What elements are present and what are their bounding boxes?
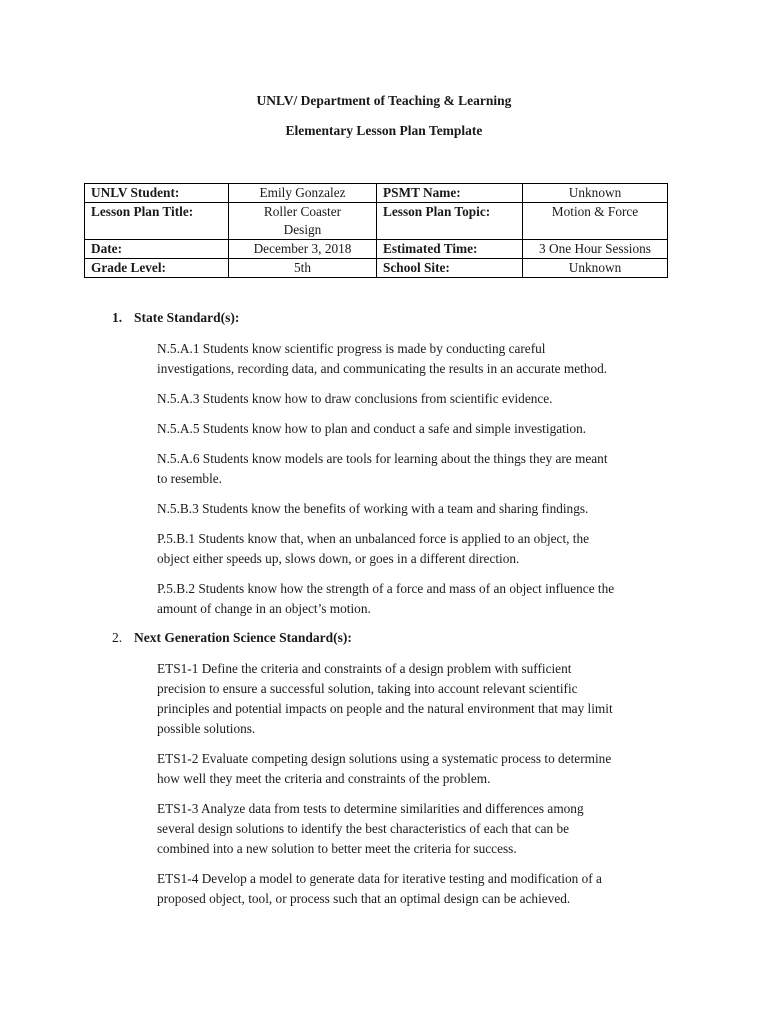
standard-paragraph xyxy=(157,499,677,519)
lesson-topic-label: Lesson Plan Topic: xyxy=(377,203,523,240)
estimated-time-label: Estimated Time: xyxy=(377,240,523,259)
standard-paragraph xyxy=(157,799,677,859)
template-title: Elementary Lesson Plan Template xyxy=(285,123,483,138)
paragraph-line: ETS1-3 Analyze data from tests to determine similarities and differences among xyxy=(157,801,584,816)
paragraph-line: N.5.A.5 Students know how to plan and conduct a safe and simple investigation. xyxy=(157,421,587,436)
psmt-value: Unknown xyxy=(523,184,668,203)
paragraph-line: to resemble. xyxy=(157,471,222,486)
paragraph-line: N.5.A.3 Students know how to draw conclusions from scientific evidence. xyxy=(157,391,553,406)
paragraph-line: ETS1-1 Define the criteria and constraints of a design problem with sufficient xyxy=(157,661,572,676)
paragraph-line: several design solutions to identify the best characteristics of each that can be xyxy=(157,821,570,836)
paragraph-line: combined into a new solution to better meet the criteria for success. xyxy=(157,841,517,856)
lesson-title-label: Lesson Plan Title: xyxy=(85,203,229,240)
standard-paragraph xyxy=(157,449,677,489)
standard-paragraph xyxy=(157,659,677,739)
paragraph-line: P.5.B.1 Students know that, when an unbalanced force is applied to an object, the xyxy=(157,531,590,546)
ngss-heading xyxy=(112,630,352,646)
standard-paragraph xyxy=(157,419,677,439)
school-site-value: Unknown xyxy=(523,259,668,278)
state-standards-heading xyxy=(112,310,239,326)
lesson-title-line: Design xyxy=(283,222,322,237)
grade-level-label: Grade Level: xyxy=(85,259,229,278)
standard-paragraph xyxy=(157,869,677,909)
student-value: Emily Gonzalez xyxy=(229,184,377,203)
paragraph-line: N.5.B.3 Students know the benefits of working with a team and sharing findings. xyxy=(157,501,589,516)
paragraph-line: N.5.A.1 Students know scientific progress is made by conducting careful xyxy=(157,341,546,356)
section-title: State Standard(s): xyxy=(134,310,240,325)
lesson-info-table xyxy=(84,183,668,278)
paragraph-line: object either speeds up, slows down, or goes in a different direction. xyxy=(157,551,520,566)
paragraph-line: P.5.B.2 Students know how the strength of a force and mass of an object influence the xyxy=(157,581,615,596)
standard-paragraph xyxy=(157,749,677,789)
estimated-time-value: 3 One Hour Sessions xyxy=(523,240,668,259)
school-site-label: School Site: xyxy=(377,259,523,278)
date-value: December 3, 2018 xyxy=(229,240,377,259)
paragraph-line: possible solutions. xyxy=(157,721,256,736)
standard-paragraph xyxy=(157,529,677,569)
table-row xyxy=(85,203,668,240)
standard-paragraph xyxy=(157,579,677,619)
paragraph-line: principles and potential impacts on people and the natural environment that may limit xyxy=(157,701,613,716)
paragraph-line: precision to ensure a successful solution, taking into account relevant scientific xyxy=(157,681,578,696)
paragraph-line: investigations, recording data, and communicating the results in an accurate method. xyxy=(157,361,608,376)
paragraph-line: amount of change in an object’s motion. xyxy=(157,601,371,616)
lesson-topic-value: Motion & Force xyxy=(523,203,668,240)
section-title: Next Generation Science Standard(s): xyxy=(134,630,352,645)
paragraph-line: ETS1-2 Evaluate competing design solutions using a systematic process to determine xyxy=(157,751,612,766)
table-row xyxy=(85,184,668,203)
section-number: 2. xyxy=(112,630,123,645)
table-row xyxy=(85,259,668,278)
section-number: 1. xyxy=(112,310,123,325)
paragraph-line: ETS1-4 Develop a model to generate data for iterative testing and modification of a xyxy=(157,871,602,886)
standard-paragraph xyxy=(157,389,677,409)
department-title: UNLV/ Department of Teaching & Learning xyxy=(256,93,512,108)
paragraph-line: proposed object, tool, or process such that an optimal design can be achieved. xyxy=(157,891,571,906)
table-row xyxy=(85,240,668,259)
student-label: UNLV Student: xyxy=(85,184,229,203)
standard-paragraph xyxy=(157,339,677,379)
lesson-title-value xyxy=(229,203,377,240)
grade-level-value: 5th xyxy=(229,259,377,278)
psmt-label: PSMT Name: xyxy=(377,184,523,203)
paragraph-line: N.5.A.6 Students know models are tools for learning about the things they are meant xyxy=(157,451,608,466)
date-label: Date: xyxy=(85,240,229,259)
paragraph-line: how well they meet the criteria and constraints of the problem. xyxy=(157,771,491,786)
lesson-title-line: Roller Coaster xyxy=(263,204,342,219)
